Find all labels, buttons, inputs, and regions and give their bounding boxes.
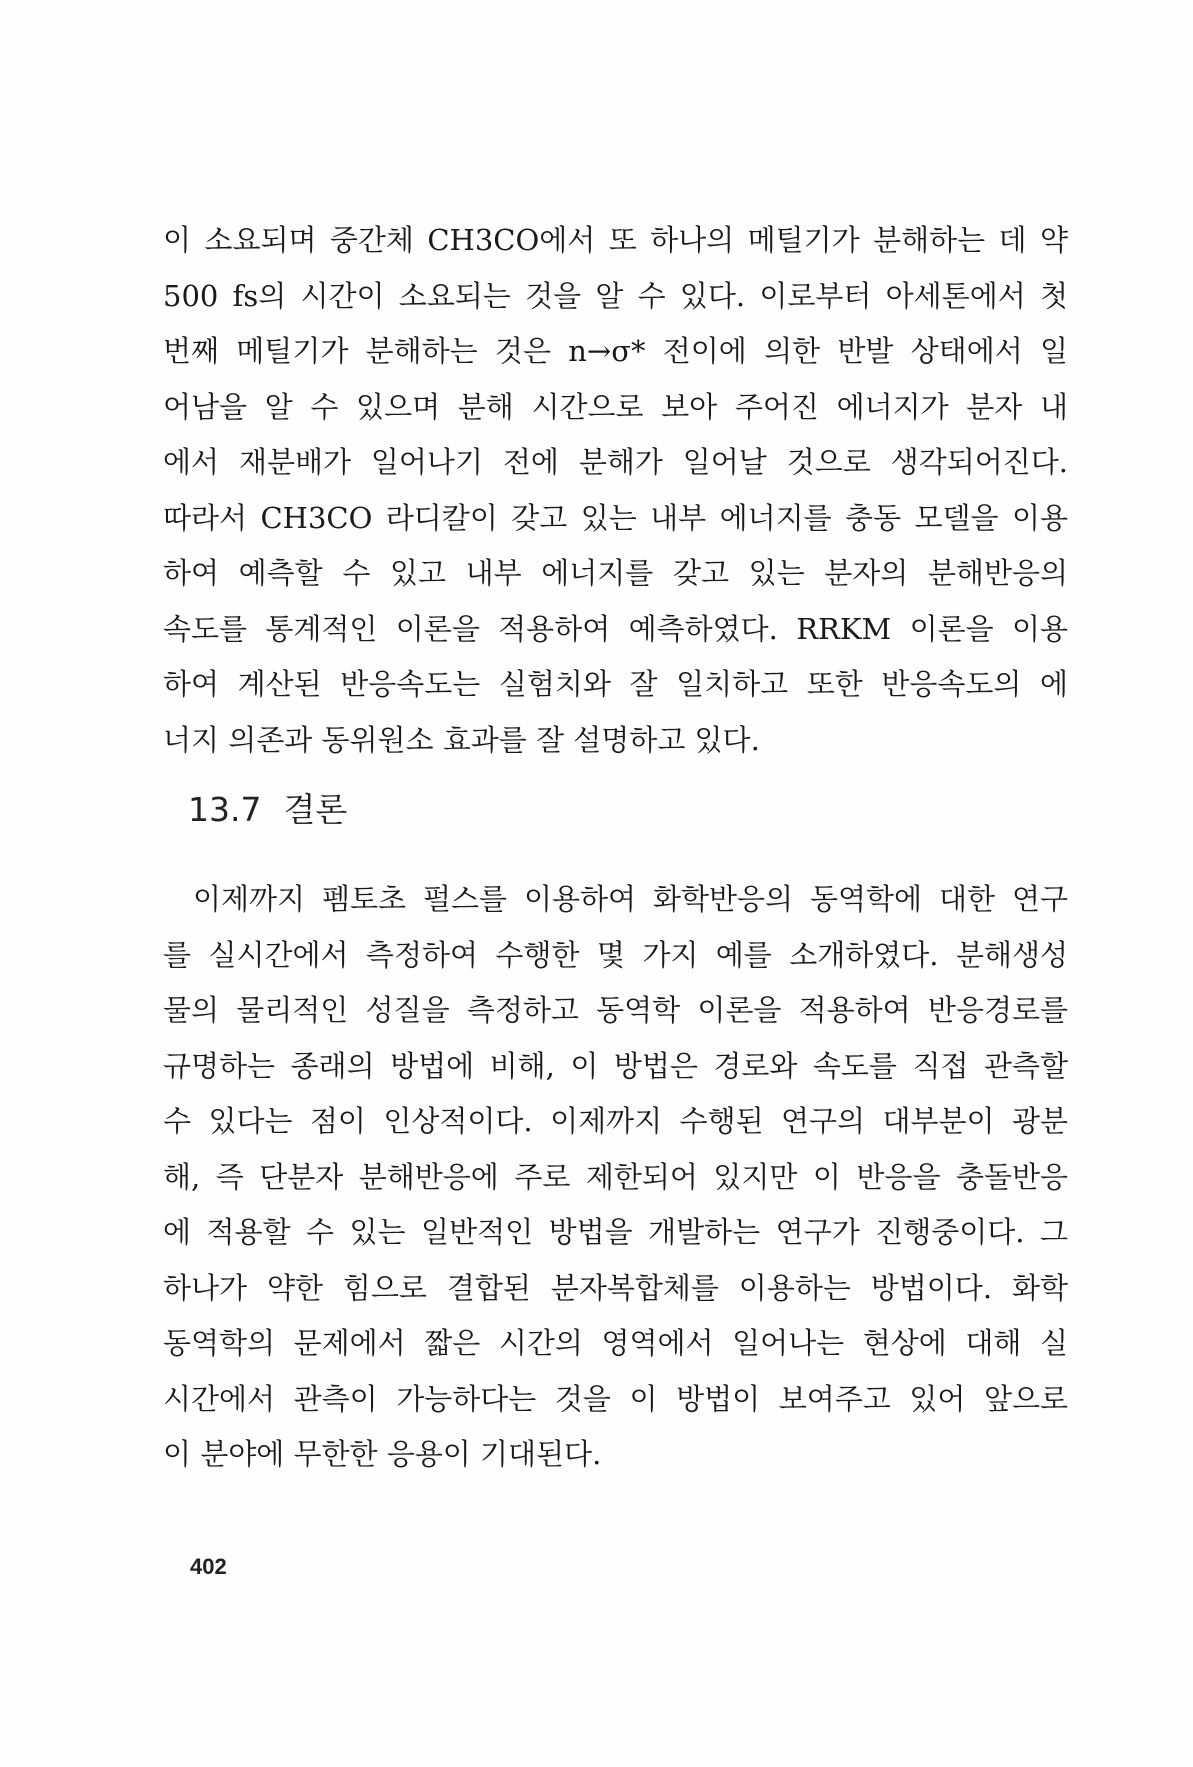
text-line: 물의 물리적인 성질을 측정하고 동역학 이론을 적용하여 반응경로를 xyxy=(163,993,1068,1027)
text-line: 하여 계산된 반응속도는 실험치와 잘 일치하고 또한 반응속도의 에 xyxy=(163,667,1068,701)
body-paragraph-1 xyxy=(163,213,1068,768)
text-line: 동역학의 문제에서 짧은 시간의 영역에서 일어나는 현상에 대해 실 xyxy=(163,1326,1068,1360)
text-line: 하나가 약한 힘으로 결합된 분자복합체를 이용하는 방법이다. 화학 xyxy=(163,1270,1068,1305)
section-title: 결론 xyxy=(283,790,348,829)
text-line: 해, 즉 단분자 분해반응에 주로 제한되어 있지만 이 반응을 충돌반응 xyxy=(163,1159,1068,1194)
text-line: 500 fs의 시간이 소요되는 것을 알 수 있다. 이로부터 아세톤에서 첫 xyxy=(163,278,1068,313)
text-line: 하여 예측할 수 있고 내부 에너지를 갖고 있는 분자의 분해반응의 xyxy=(163,556,1068,590)
text-line: 수 있다는 점이 인상적이다. 이제까지 수행된 연구의 대부분이 광분 xyxy=(163,1104,1068,1138)
text-line: 어남을 알 수 있으며 분해 시간으로 보아 주어진 에너지가 분자 내 xyxy=(163,389,1068,424)
section-number: 13.7 xyxy=(188,790,262,829)
text-line: 번째 메틸기가 분해하는 것은 n→σ* 전이에 의한 반발 상태에서 일 xyxy=(163,334,1068,368)
text-line: 이 소요되며 중간체 CH3CO에서 또 하나의 메틸기가 분해하는 데 약 xyxy=(163,223,1068,257)
section-heading xyxy=(188,780,347,840)
text-line: 를 실시간에서 측정하여 수행한 몇 가지 예를 소개하였다. 분해생성 xyxy=(163,937,1068,972)
text-line: 따라서 CH3CO 라디칼이 갖고 있는 내부 에너지를 충동 모델을 이용 xyxy=(163,500,1068,535)
body-paragraph-2 xyxy=(163,872,1068,1483)
text-line: 속도를 통계적인 이론을 적용하여 예측하였다. RRKM 이론을 이용 xyxy=(163,611,1068,646)
text-line: 이제까지 펨토초 펄스를 이용하여 화학반응의 동역학에 대한 연구 xyxy=(193,882,1068,916)
text-line: 에서 재분배가 일어나기 전에 분해가 일어날 것으로 생각되어진다. xyxy=(163,445,1068,479)
text-line: 이 분야에 무한한 응용이 기대된다. xyxy=(163,1437,602,1471)
text-line: 너지 의존과 동위원소 효과를 잘 설명하고 있다. xyxy=(163,722,760,757)
text-line: 규명하는 종래의 방법에 비해, 이 방법은 경로와 속도를 직접 관측할 xyxy=(163,1048,1068,1083)
text-line: 에 적용할 수 있는 일반적인 방법을 개발하는 연구가 진행중이다. 그 xyxy=(163,1215,1068,1249)
text-line: 시간에서 관측이 가능하다는 것을 이 방법이 보여주고 있어 앞으로 xyxy=(163,1381,1068,1416)
page-number: 402 xyxy=(190,1554,227,1579)
